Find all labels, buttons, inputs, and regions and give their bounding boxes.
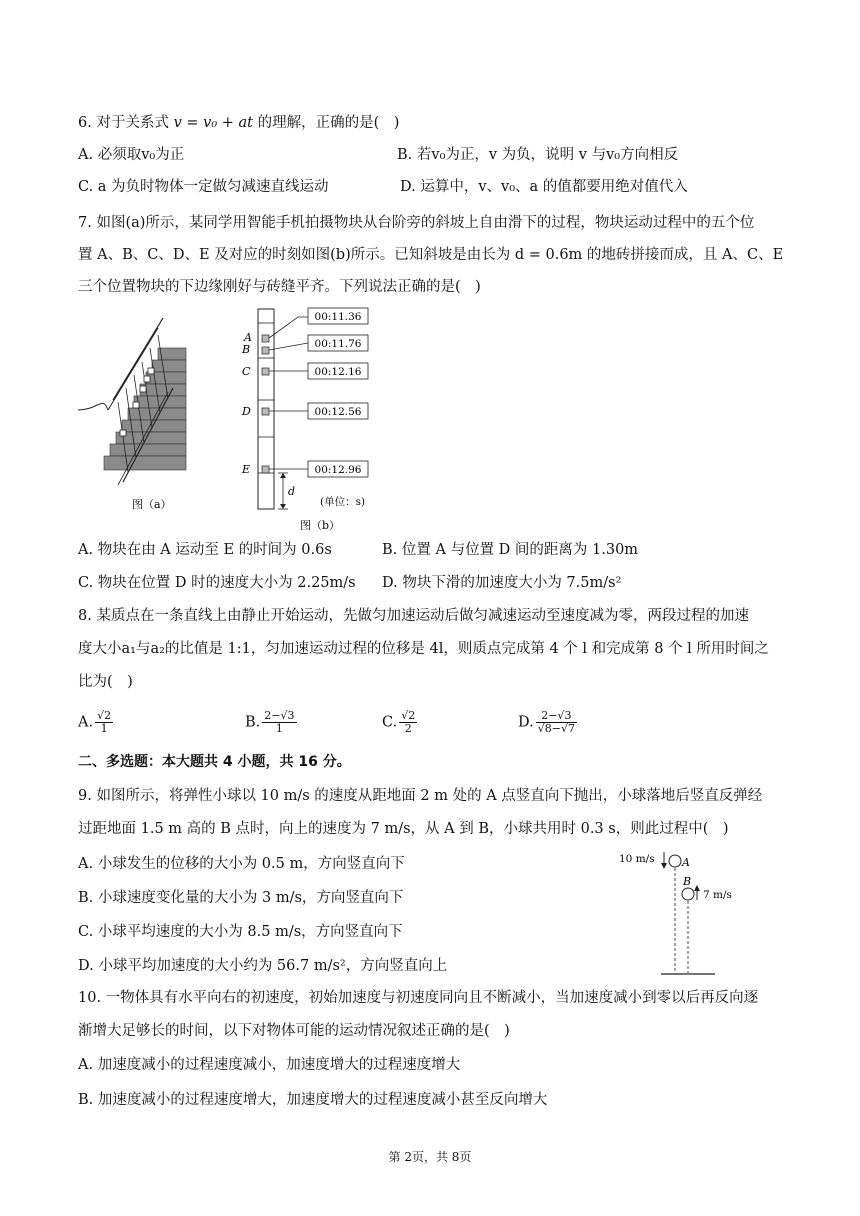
- q8-line1: 8. 某质点在一条直线上由静止开始运动，先做匀加速运动后做匀减速运动至速度减为零，两段过程的加速: [78, 608, 749, 624]
- page-footer: 第 2页，共 8页: [388, 1150, 472, 1164]
- q10-option-b: B. 加速度减小的过程速度增大，加速度增大的过程速度减小甚至反向增大: [78, 1092, 548, 1108]
- q6-stem-post: 的理解，正确的是( ): [252, 115, 400, 131]
- ball-a: [669, 855, 681, 867]
- block-b: [262, 347, 269, 354]
- q8-a-num: √2: [97, 709, 112, 722]
- section-heading: 二、多选题：本大题共 4 小题，共 16 分。: [78, 754, 351, 770]
- q7-option-c: C. 物块在位置 D 时的速度大小为 2.25m/s: [78, 575, 356, 591]
- q9-option-c: C. 小球平均速度的大小为 8.5 m/s，方向竖直向下: [78, 924, 403, 940]
- fig-b-label: B: [683, 875, 692, 888]
- label-b: B: [242, 343, 251, 356]
- q7-line2: 置 A、B、C、D、E 及对应的时刻如图(b)所示。已知斜坡是由长为 d = 0.6m 的地砖拼接而成，且 A、C、E: [78, 247, 784, 263]
- q8-c-fraction: [399, 710, 417, 735]
- q10-option-a: A. 加速度减小的过程速度减小，加速度增大的过程速度增大: [78, 1057, 461, 1073]
- q9-option-b: B. 小球速度变化量的大小为 3 m/s，方向竖直向下: [78, 890, 404, 906]
- q8-c-num: √2: [401, 709, 416, 722]
- q8-option-c: [382, 710, 419, 735]
- time-c: 00:12.16: [314, 366, 362, 378]
- q10-line1: 10. 一物体具有水平向右的初速度，初始加速度与初速度同向且不断减小，当加速度减小到零以后再反向逐: [78, 990, 759, 1006]
- time-e: 00:12.96: [314, 464, 362, 476]
- q7-line1: 7. 如图(a)所示，某同学用智能手机拍摄物块从台阶旁的斜坡上自由滑下的过程，物块运动过程中的五个位: [78, 215, 755, 231]
- q6-option-c: C. a 为负时物体一定做匀减速直线运动: [78, 179, 329, 195]
- q8-line3: 比为( ): [78, 674, 133, 690]
- ball-b: [682, 888, 694, 900]
- q6-formula: v = v₀ + at: [173, 115, 253, 131]
- time-a: 00:11.36: [314, 311, 362, 323]
- q8-b-fraction: [262, 710, 296, 735]
- q8-c-label: C.: [382, 714, 398, 731]
- q8-d-label: D.: [518, 714, 534, 731]
- q10-line2: 渐增大足够长的时间，以下对物体可能的运动情况叙述正确的是( ): [78, 1023, 510, 1039]
- q8-option-b: [245, 710, 299, 735]
- q8-b-label: B.: [245, 714, 261, 731]
- q6-option-d: D. 运算中，v、v₀、a 的值都要用绝对值代入: [400, 179, 688, 195]
- q6-option-a: A. 必须取v₀为正: [78, 147, 185, 163]
- q9-line1: 9. 如图所示，将弹性小球以 10 m/s 的速度从距地面 2 m 处的 A 点竖直向下抛出，小球落地后竖直反弹经: [78, 788, 763, 804]
- q8-d-fraction: [536, 710, 577, 735]
- q8-b-den: 1: [275, 722, 283, 735]
- time-d: 00:12.56: [314, 406, 362, 418]
- fig-a-label: A: [682, 856, 690, 869]
- block-a: [262, 335, 269, 342]
- label-d: D: [242, 405, 251, 418]
- figure-a-caption: 图（a）: [132, 498, 172, 511]
- figure-a-stairs: [78, 310, 198, 510]
- q9-figure: [615, 848, 732, 980]
- q9-option-d: D. 小球平均加速度的大小约为 56.7 m/s²，方向竖直向上: [78, 958, 448, 974]
- block-c: [262, 368, 269, 375]
- q6-option-b: B. 若v₀为正，v 为负，说明 v 与v₀方向相反: [397, 147, 679, 163]
- time-b: 00:11.76: [314, 338, 362, 350]
- q8-a-label: A.: [78, 714, 94, 731]
- block-d: [262, 408, 269, 415]
- q8-line2: 度大小a₁与a₂的比值是 1:1，匀加速运动过程的位移是 4l，则质点完成第 4 个 l 和完成第 8 个 l 所用时间之: [78, 641, 769, 657]
- block-e: [262, 466, 269, 473]
- q7-option-a: A. 物块在由 A 运动至 E 的时间为 0.6s: [78, 542, 332, 558]
- q8-c-den: 2: [404, 722, 412, 735]
- d-label: d: [288, 485, 296, 498]
- q8-a-fraction: [95, 710, 113, 735]
- q9-line2: 过距地面 1.5 m 高的 B 点时，向上的速度为 7 m/s，从 A 到 B，小球共用时 0.3 s，则此过程中( ): [78, 821, 729, 837]
- fig-v2-label: 7 m/s: [703, 889, 732, 901]
- figure-b-timeline: [228, 305, 398, 535]
- q7-option-b: B. 位置 A 与位置 D 间的距离为 1.30m: [382, 542, 639, 558]
- q6-stem: [78, 113, 399, 133]
- q6-stem-pre: 6. 对于关系式: [78, 115, 174, 131]
- label-e: E: [242, 463, 251, 476]
- q8-a-den: 1: [100, 722, 108, 735]
- q8-option-a: [78, 710, 115, 735]
- q9-option-a: A. 小球发生的位移的大小为 0.5 m，方向竖直向下: [78, 856, 405, 872]
- unit-label: (单位：s): [320, 496, 366, 508]
- q7-line3: 三个位置物块的下边缘刚好与砖缝平齐。下列说法正确的是( ): [78, 279, 481, 295]
- q8-d-num: 2−√3: [536, 710, 577, 723]
- label-c: C: [242, 365, 251, 378]
- q8-option-d: [518, 710, 579, 735]
- q8-b-num: 2−√3: [264, 709, 295, 722]
- fig-v1-label: 10 m/s: [619, 853, 655, 865]
- figure-b-caption: 图（b）: [300, 519, 341, 532]
- q7-option-d: D. 物块下滑的加速度大小为 7.5m/s²: [382, 575, 622, 591]
- q8-d-den: √8−√7: [537, 722, 575, 735]
- label-a: A: [244, 331, 252, 344]
